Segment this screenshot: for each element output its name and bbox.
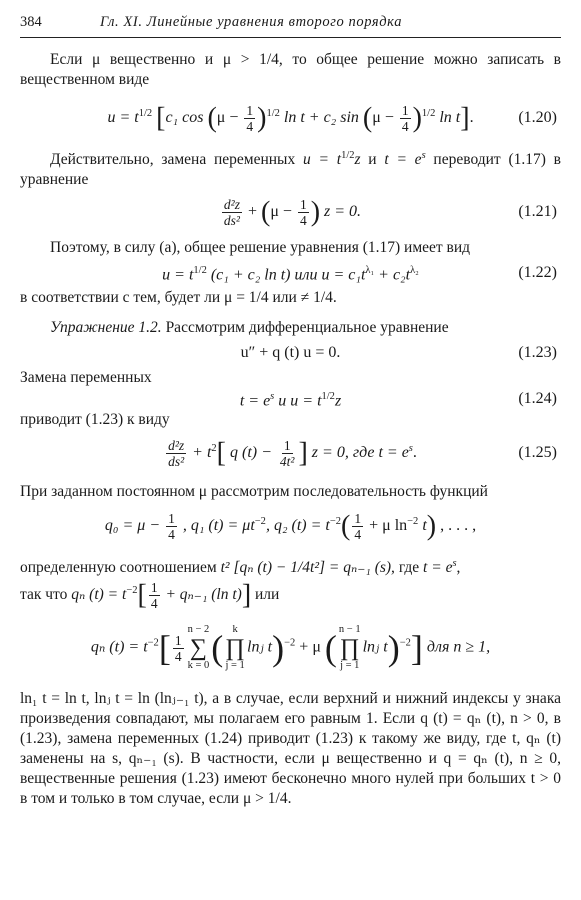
- equation-number: (1.20): [518, 109, 557, 126]
- equation-number: (1.22): [518, 264, 557, 282]
- book-page: [20, 12, 561, 809]
- equation-number: (1.21): [518, 203, 557, 221]
- paragraph-5: Замена переменных: [20, 369, 152, 387]
- paragraph-7: При заданном постоянном μ рассмотрим последовательность функций: [20, 483, 488, 501]
- running-title: Гл. XI. Линейные уравнения второго порядка: [100, 14, 403, 30]
- page-header: [20, 12, 561, 38]
- exercise-label: Упражнение 1.2.: [50, 319, 162, 337]
- equation-number: (1.23): [518, 344, 557, 362]
- exercise-heading: Упражнение 1.2. Рассмотрим дифференциальное уравнение: [50, 319, 449, 337]
- paragraph-9: так что qₙ $(t) = t^{-2}$[ $\frac{1}{4}$ + qₙ₋₁ (ln t)] или: [20, 579, 280, 612]
- equation-sequence: q₀ = μ − $\frac{1}{4}$ , q₁ $(t) = \mu t^{-2}$, q₂ $(t) = t^{-2}$( $\frac{1}{4}$ + μ $\ln^{-2} t$) , . . . ,: [104, 510, 477, 542]
- paragraph-10: ln₁ t = ln t, lnⱼ t = ln (lnⱼ₋₁ t), а в случае, если верхний и нижний индексы у знака произведения совпадают, мы полагаем его равным 1. Если q (t) = qₙ (t), n > 0, в (1.23), замена переменных (1.24) приводит (1.23) к такому же виду, где t, qₙ (t) заменены на s, qₙ₋₁ (s). В частности, если μ вещественно и q = qₙ (t), n ≥ 0, вещественные решения (1.23) имеют бесконечно много нулей при больших t > 0 в том и только в том случае, если μ > 1/4.: [20, 690, 561, 808]
- paragraph-6: приводит (1.23) к виду: [20, 411, 170, 429]
- equation-qn: qₙ $(t) = t^{-2}$[ $\frac{1}{4}$ n − 2 ∑ k = 0 ( k ∏ j = 1 lnⱼ t)$^{-2}$ + μ ( n − 1 ∏ j = 1 lnⱼ t)$^{-2}$] для n ≥ 1,: [90, 624, 491, 672]
- equation-1-24: $t = e^s$ и $u = t^{1/2}z$ (1.24): [239, 390, 557, 410]
- equation-number: (1.24): [518, 390, 557, 408]
- paragraph-2: Действительно, замена переменных $u = t^{1/2}z$ и $t = e^s$ переводит (1.17) в уравнение: [20, 150, 561, 189]
- page-number: 384: [20, 14, 42, 30]
- paragraph-8: определенную соотношением t² [qₙ (t) − 1/4t²] = qₙ₋₁ (s), где $t = e^s$,: [20, 558, 461, 577]
- equation-1-25: $\frac{\text{d²z}}{\text{ds²}}$ + $t^2$[ q (t) − $\frac{1}{\text{4t²}}$ ] z = 0, где $t = e^s$. (1.25): [168, 437, 557, 469]
- paragraph-4: в соответствии с тем, будет ли μ = 1/4 или ≠ 1/4.: [20, 289, 337, 307]
- equation-1-21: $\frac{\text{d²z}}{\text{ds²}}$ + (μ − $\frac{1}{4}$ ) z = 0. (1.21): [223, 196, 557, 228]
- paragraph-3: Поэтому, в силу (а), общее решение уравнения (1.17) имеет вид: [50, 239, 471, 257]
- paragraph-1: Если μ вещественно и μ > 1/4, то общее решение можно записать в вещественном виде: [20, 51, 561, 88]
- equation-number: (1.25): [518, 444, 557, 462]
- equation-1-20: $u = t^{1/2}$ [c₁ cos (μ − $\frac{1}{4}$ )$^{1/2}$ ln t + c₂ sin (μ − $\frac{1}{4}$ )$^{1/2}$ ln t]. (1.20): [107, 102, 557, 134]
- equation-1-23: u″ + q (t) u = 0. (1.23): [240, 344, 557, 362]
- equation-1-22: $u = t^{1/2}$ (c₁ + c₂ ln t) или $u = c_1t^{\lambda_1} + c_2t^{\lambda_2}$ (1.22): [162, 264, 557, 284]
